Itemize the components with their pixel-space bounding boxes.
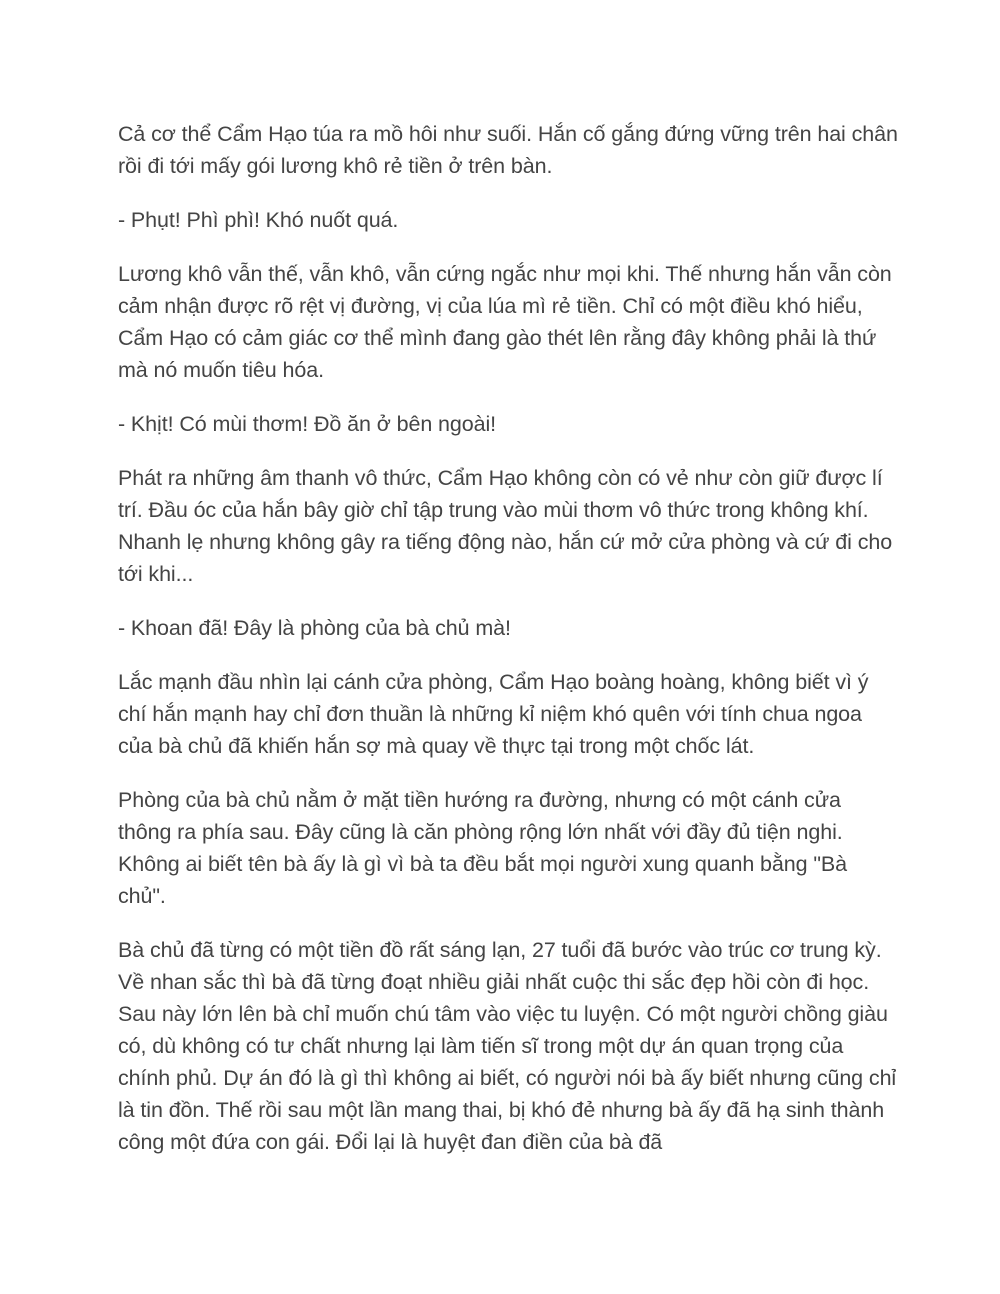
paragraph-narration: Phòng của bà chủ nằm ở mặt tiền hướng ra đường, nhưng có một cánh cửa thông ra phía sau. Đây cũng là căn phòng rộng lớn nhất với đầy đủ tiện nghi. Không ai biết tên bà ấy là gì vì bà ta đều bắt mọi người xung quanh bằng "Bà chủ". <box>118 788 847 908</box>
paragraph-narration: Cả cơ thể Cẩm Hạo túa ra mồ hôi như suối. Hắn cố gắng đứng vững trên hai chân rồi đi tới mấy gói lương khô rẻ tiền ở trên bàn. <box>118 122 898 178</box>
paragraph-narration: Lắc mạnh đầu nhìn lại cánh cửa phòng, Cẩm Hạo boàng hoàng, không biết vì ý chí hắn mạnh hay chỉ đơn thuần là những kỉ niệm khó quên với tính chua ngoa của bà chủ đã khiến hắn sợ mà quay về thực tại trong một chốc lát. <box>118 670 869 758</box>
paragraph-narration: Phát ra những âm thanh vô thức, Cẩm Hạo không còn có vẻ như còn giữ được lí trí. Đầu óc của hắn bây giờ chỉ tập trung vào mùi thơm vô thức trong không khí. Nhanh lẹ nhưng không gây ra tiếng động nào, hắn cứ mở cửa phòng và cứ đi cho tới khi... <box>118 466 893 586</box>
paragraph-narration: Bà chủ đã từng có một tiền đồ rất sáng lạn, 27 tuổi đã bước vào trúc cơ trung kỳ. Về nhan sắc thì bà đã từng đoạt nhiều giải nhất cuộc thi sắc đẹp hồi còn đi học. Sau này lớn lên bà chỉ muốn chú tâm vào việc tu luyện. Có một người chồng giàu có, dù không có tư chất nhưng lại làm tiến sĩ trong một dự án quan trọng của chính phủ. Dự án đó là gì thì không ai biết, có người nói bà ấy biết nhưng cũng chỉ là tin đồn. Thế rồi sau một lần mang thai, bị khó đẻ nhưng bà ấy đã hạ sinh thành công một đứa con gái. Đổi lại là huyệt đan điền của bà đã <box>118 938 897 1154</box>
document-page <box>118 118 898 1180</box>
paragraph-narration: Lương khô vẫn thế, vẫn khô, vẫn cứng ngắc như mọi khi. Thế nhưng hắn vẫn còn cảm nhận được rõ rệt vị đường, vị của lúa mì rẻ tiền. Chỉ có một điều khó hiểu, Cẩm Hạo có cảm giác cơ thể mình đang gào thét lên rằng đây không phải là thứ mà nó muốn tiêu hóa. <box>118 262 892 382</box>
paragraph-dialogue: - Khịt! Có mùi thơm! Đồ ăn ở bên ngoài! <box>118 412 497 436</box>
paragraph-dialogue: - Phụt! Phì phì! Khó nuốt quá. <box>118 208 399 232</box>
paragraph-dialogue: - Khoan đã! Đây là phòng của bà chủ mà! <box>118 616 511 640</box>
